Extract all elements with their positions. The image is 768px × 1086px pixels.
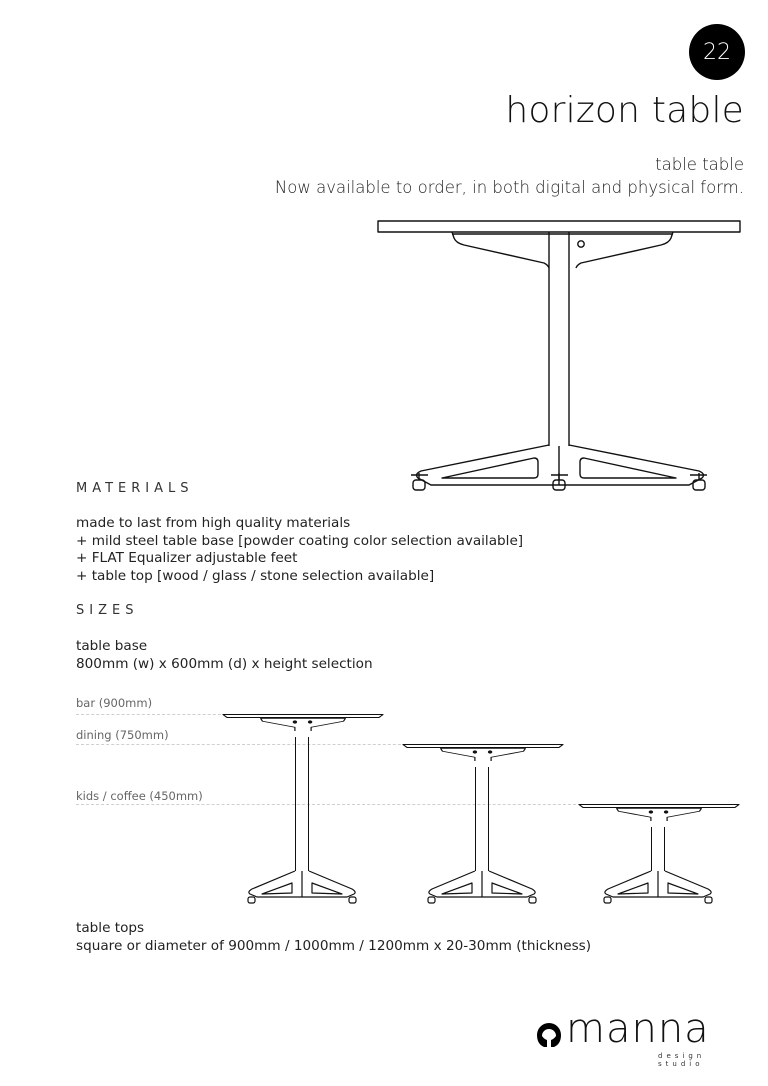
manna-logo xyxy=(536,1006,748,1068)
table-tops-label: table tops xyxy=(76,920,145,936)
bar-table-drawing xyxy=(222,713,384,897)
page-number: 22 xyxy=(703,39,731,65)
materials-line: + table top [wood / glass / stone selection available] xyxy=(76,567,435,584)
dining-table-drawing xyxy=(402,743,564,897)
subtitle-line-2: Now available to order, in both digital and physical form. xyxy=(274,178,744,197)
height-label-bar: bar (900mm) xyxy=(76,696,153,710)
table-base-spec xyxy=(76,638,373,673)
table-tops-dims: square or diameter of 900mm / 1000mm / 1200mm x 20-30mm (thickness) xyxy=(76,937,592,954)
table-base-label: table base xyxy=(76,638,148,654)
page-number-badge xyxy=(689,24,745,80)
subtitle-line-1: table table xyxy=(655,155,744,174)
materials-line: + FLAT Equalizer adjustable feet xyxy=(76,550,298,566)
brand-name: manna xyxy=(566,1006,710,1052)
table-tops-spec xyxy=(76,920,591,955)
sizes-heading: SIZES xyxy=(76,603,139,618)
materials-heading: MATERIALS xyxy=(76,481,194,496)
materials-line: + mild steel table base [powder coating color selection available] xyxy=(76,532,524,549)
hero-table-drawing xyxy=(376,218,742,494)
brand-tagline: design studio xyxy=(658,1052,706,1068)
manna-logo-icon xyxy=(536,1022,562,1048)
page-title: horizon table xyxy=(505,90,744,131)
kids-coffee-table-drawing xyxy=(578,803,740,897)
guide-line-bar xyxy=(76,714,236,715)
height-label-dining: dining (750mm) xyxy=(76,728,169,742)
table-base-dims: 800mm (w) x 600mm (d) x height selection xyxy=(76,655,373,672)
height-label-kids-coffee: kids / coffee (450mm) xyxy=(76,789,203,803)
materials-line: made to last from high quality materials xyxy=(76,515,351,531)
subtitle xyxy=(275,153,744,199)
materials-list xyxy=(76,515,523,585)
